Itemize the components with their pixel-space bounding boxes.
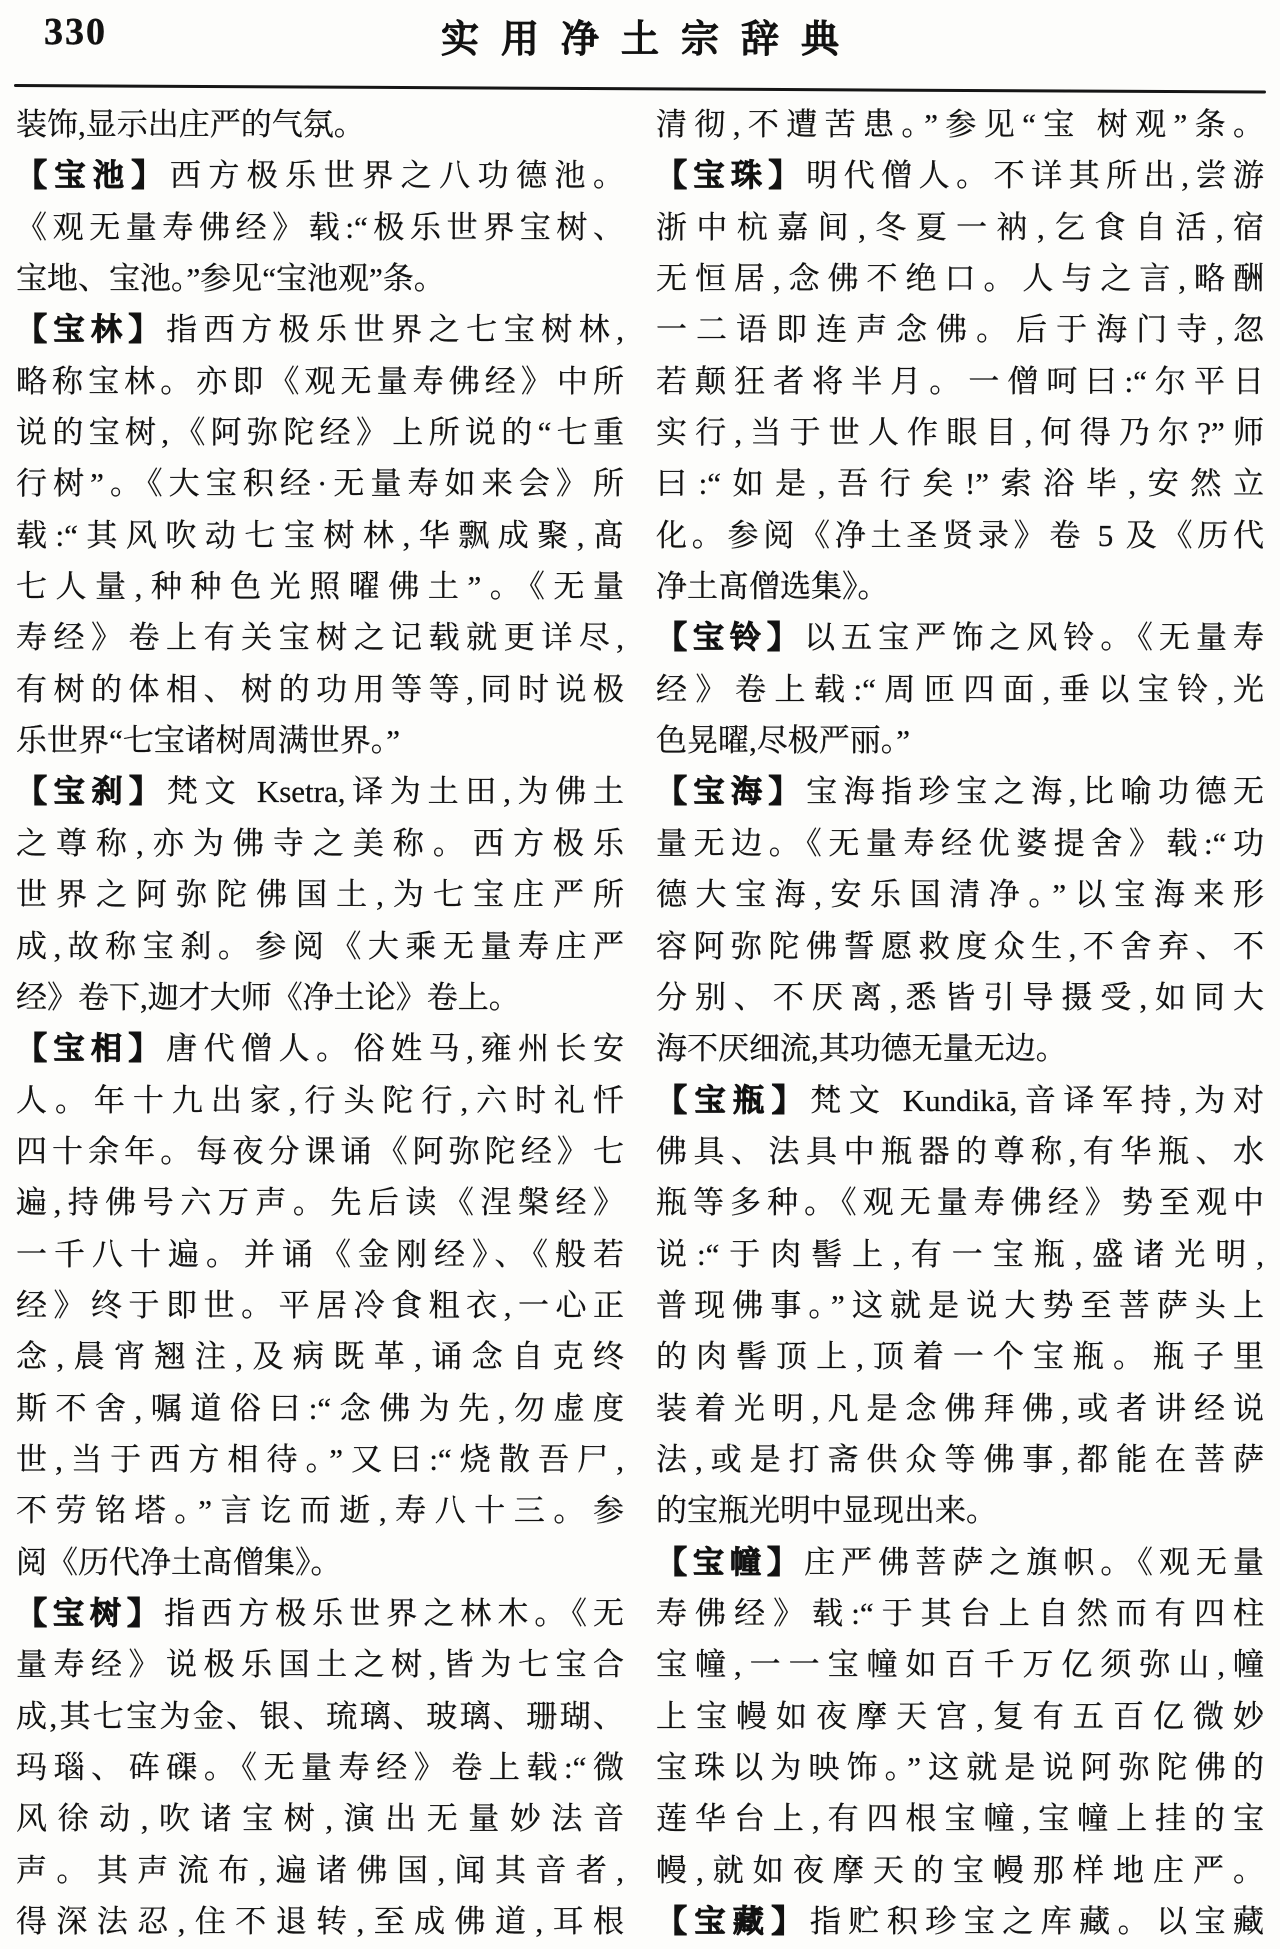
entry-headword: 【宝藏】 <box>656 1904 810 1940</box>
entry-line: 幔,就如夜摩天的宝幔那样地庄严。 <box>656 1852 1264 1888</box>
dict-entry-continuation <box>656 99 1264 150</box>
column-left <box>16 99 624 1947</box>
entry-line: 声。其声流布,遍诸佛国,闻其音者, <box>16 1852 624 1888</box>
entry-line: 分别、不厌离,悉皆引导摄受,如同大 <box>656 979 1264 1015</box>
entry-headword: 【宝幢】 <box>656 1544 805 1580</box>
dict-entry-continuation <box>16 99 624 150</box>
entry-line: 念,晨宵翘注,及病既革,诵念自克终 <box>16 1339 624 1375</box>
entry-line: 莲华台上,有四根宝幢,宝幢上挂的宝 <box>656 1801 1264 1837</box>
entry-headword: 【宝海】 <box>656 774 807 810</box>
entry-line: 德大宝海,安乐国清净。”以宝海来形 <box>656 877 1264 913</box>
entry-headword: 【宝刹】 <box>16 774 167 810</box>
entry-line: 一二语即连声念佛。后于海门寺,忽 <box>656 312 1264 348</box>
entry-line: 的宝瓶光明中显现出来。 <box>656 1493 997 1529</box>
entry-line: 装饰,显示出庄严的气氛。 <box>16 107 365 142</box>
entry-line: 四十余年。每夜分课诵《阿弥陀经》七 <box>16 1133 624 1169</box>
entry-line: 有树的体相、树的功用等等,同时说极 <box>16 671 624 707</box>
entry-line: 量寿经》说极乐国土之树,皆为七宝合 <box>16 1647 624 1683</box>
page-header <box>0 0 1280 70</box>
entry-line: 人。年十九出家,行头陀行,六时礼忏 <box>16 1082 624 1118</box>
dict-entry <box>656 766 1264 1074</box>
entry-line: 寿佛经》载:“于其台上自然而有四柱 <box>656 1595 1264 1631</box>
entry-line: 说的宝树,《阿弥陀经》上所说的“七重 <box>16 415 624 451</box>
entry-line: 行树”。《大宝积经·无量寿如来会》所 <box>16 466 624 502</box>
entry-headword: 【宝树】 <box>16 1595 165 1631</box>
entry-line: 浙中杭嘉间,冬夏一衲,乞食自活,宿 <box>656 209 1264 245</box>
dict-entry <box>656 612 1264 766</box>
entry-line: 量无边。《无量寿经优婆提舍》载:“功 <box>656 825 1264 861</box>
entry-line: 无恒居,念佛不绝口。人与之言,略酬 <box>656 261 1264 297</box>
page-number: 330 <box>44 11 107 53</box>
entry-line: 【宝林】指西方极乐世界之七宝树林, <box>16 312 624 348</box>
entry-line: 一千八十遍。并诵《金刚经》、《般若 <box>16 1236 624 1272</box>
entry-line: 【宝瓶】梵文 Kundikā,音译军持,为对 <box>656 1082 1264 1118</box>
entry-line: 之尊称,亦为佛寺之美称。西方极乐 <box>16 825 624 861</box>
entry-line: 【宝幢】庄严佛菩萨之旗帜。《观无量 <box>656 1544 1264 1580</box>
header-rule <box>14 84 1266 94</box>
entry-line: 世界之阿弥陀佛国土,为七宝庄严所 <box>16 877 624 913</box>
entry-line: 【宝藏】指贮积珍宝之库藏。以宝藏 <box>656 1904 1264 1940</box>
entry-line: 海不厌细流,其功德无量无边。 <box>656 1031 1067 1067</box>
entry-line: 遍,持佛号六万声。先后读《涅槃经》 <box>16 1185 624 1221</box>
dict-entry <box>656 150 1264 612</box>
entry-line: 若颠狂者将半月。一僧呵曰:“尔平日 <box>656 363 1264 399</box>
dict-entry <box>16 150 624 304</box>
entry-line: 七人量,种种色光照曜佛土”。《无量 <box>16 569 624 605</box>
entry-line: 净土髙僧选集》。 <box>656 569 889 605</box>
entry-line: 色晃曜,尽极严丽。” <box>656 723 911 759</box>
entry-line: 瓶等多种。《观无量寿佛经》势至观中 <box>656 1185 1264 1221</box>
entry-line: 载:“其风吹动七宝树林,华飘成聚,髙 <box>16 517 624 553</box>
entry-line: 经》终于即世。平居冷食粗衣,一心正 <box>16 1287 624 1323</box>
entry-line: 成,其七宝为金、银、琉璃、玻璃、珊瑚、 <box>16 1698 624 1734</box>
entry-line: 说:“于肉髻上,有一宝瓶,盛诸光明, <box>656 1236 1264 1272</box>
entry-line: 装着光明,凡是念佛拜佛,或者讲经说 <box>656 1390 1264 1426</box>
entry-line: 【宝相】唐代僧人。俗姓马,雍州长安 <box>16 1031 624 1067</box>
entry-line: 容阿弥陀佛誓愿救度众生,不舍弃、不 <box>656 928 1264 964</box>
entry-line: 的肉髻顶上,顶着一个宝瓶。瓶子里 <box>656 1339 1264 1375</box>
entry-line: 【宝海】宝海指珍宝之海,比喻功德无 <box>656 774 1264 810</box>
entry-line: 《观无量寿佛经》载:“极乐世界宝树、 <box>16 209 624 245</box>
entry-line: 法,或是打斋供众等佛事,都能在菩萨 <box>656 1441 1264 1477</box>
entry-line: 实行,当于世人作眼目,何得乃尔?”师 <box>656 415 1264 451</box>
entry-headword: 【宝铃】 <box>656 620 805 656</box>
entry-line: 风徐动,吹诸宝树,演出无量妙法音 <box>16 1801 624 1837</box>
dict-entry <box>16 1023 624 1588</box>
entry-headword: 【宝瓶】 <box>656 1082 811 1118</box>
entry-line: 世,当于西方相待。”又曰:“烧散吾尸, <box>16 1441 624 1477</box>
entry-line: 宝珠以为映饰。”这就是说阿弥陀佛的 <box>656 1750 1264 1785</box>
entry-line: 经》卷下,迦才大师《净土论》卷上。 <box>16 979 520 1015</box>
entry-line: 【宝铃】以五宝严饰之风铃。《无量寿 <box>656 620 1264 656</box>
dict-entry <box>656 1896 1264 1947</box>
entry-line: 普现佛事。”这就是说大势至菩萨头上 <box>656 1287 1264 1323</box>
entry-line: 略称宝林。亦即《观无量寿佛经》中所 <box>16 363 624 399</box>
entry-line: 寿经》卷上有关宝树之记载就更详尽, <box>16 620 624 656</box>
entry-line: 化。参阅《净土圣贤录》卷 5 及《历代 <box>656 517 1264 553</box>
dict-entry <box>16 766 624 1023</box>
entry-headword: 【宝林】 <box>16 312 167 348</box>
column-right <box>656 99 1264 1947</box>
entry-line: 【宝池】西方极乐世界之八功德池。 <box>16 158 624 194</box>
dict-entry <box>16 304 624 766</box>
entry-line: 宝地、宝池。”参见“宝池观”条。 <box>16 261 445 297</box>
page-title: 实用净土宗辞典 <box>440 19 861 61</box>
entry-line: 玛瑙、砗磲。《无量寿经》卷上载:“微 <box>16 1750 624 1785</box>
entry-line: 斯不舍,嘱道俗曰:“念佛为先,勿虚度 <box>16 1390 624 1426</box>
text-columns <box>0 99 1280 1947</box>
entry-line: 不劳铭塔。”言讫而逝,寿八十三。参 <box>16 1493 624 1529</box>
entry-headword: 【宝池】 <box>16 158 170 194</box>
entry-line: 【宝树】指西方极乐世界之林木。《无 <box>16 1595 624 1631</box>
dict-entry <box>656 1075 1264 1537</box>
entry-line: 【宝刹】梵文 Ksetra,译为土田,为佛土 <box>16 774 624 810</box>
entry-headword: 【宝相】 <box>16 1031 167 1067</box>
entry-line: 经》卷上载:“周匝四面,垂以宝铃,光 <box>656 671 1264 707</box>
entry-line: 阅《历代净土髙僧集》。 <box>16 1544 342 1580</box>
entry-line: 清彻,不遭苦患。”参见“宝 树观”条。 <box>656 107 1264 142</box>
entry-line: 得深法忍,住不退转,至成佛道,耳根 <box>16 1904 624 1940</box>
dict-entry <box>16 1588 624 1947</box>
entry-line: 上宝幔如夜摩天宫,复有五百亿微妙 <box>656 1698 1264 1734</box>
entry-line: 曰:“如是,吾行矣!”索浴毕,安然立 <box>656 466 1264 502</box>
entry-line: 乐世界“七宝诸树周满世界。” <box>16 723 401 759</box>
entry-line: 【宝珠】明代僧人。不详其所出,尝游 <box>656 158 1264 194</box>
dict-entry <box>656 1537 1264 1896</box>
entry-line: 宝幢,一一宝幢如百千万亿须弥山,幢 <box>656 1647 1264 1683</box>
entry-headword: 【宝珠】 <box>656 158 807 194</box>
entry-line: 佛具、法具中瓶器的尊称,有华瓶、水 <box>656 1133 1264 1169</box>
entry-line: 成,故称宝刹。参阅《大乘无量寿庄严 <box>16 928 624 964</box>
